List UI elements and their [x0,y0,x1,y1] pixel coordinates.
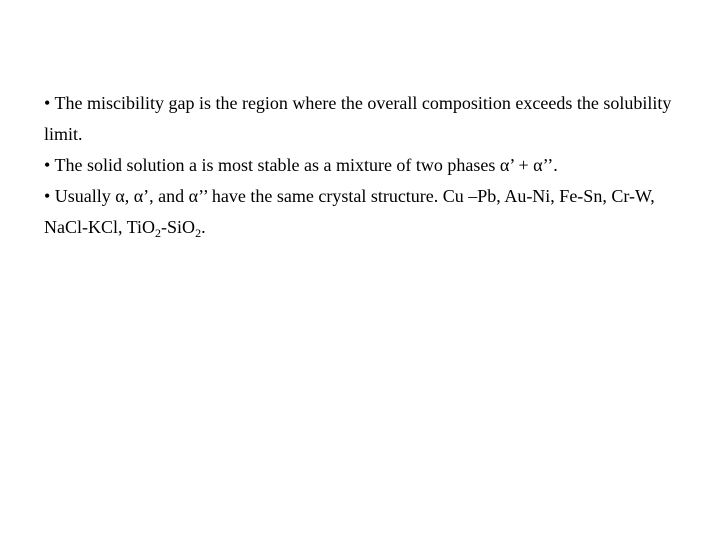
bullet-text: • Usually α, α’, and α’’ have the same crystal structure. Cu –Pb, Au-Ni, Fe-Sn, Cr-W, NaCl-KCl, TiO [44,186,655,237]
bullet-text: • The solid solution a is most stable as a mixture of two phases α’ + α’’. [44,155,558,175]
bullet-text: -SiO [161,217,196,237]
subscript: 2 [195,226,202,240]
slide-body [44,88,684,243]
subscript: 2 [155,226,162,240]
bullet-solid-solution [44,150,684,181]
bullet-text: • The miscibility gap is the region where the overall composition exceeds the solubility limit. [44,93,672,144]
bullet-crystal-structure [44,181,684,243]
bullet-text: . [201,217,206,237]
bullet-miscibility-gap [44,88,684,150]
